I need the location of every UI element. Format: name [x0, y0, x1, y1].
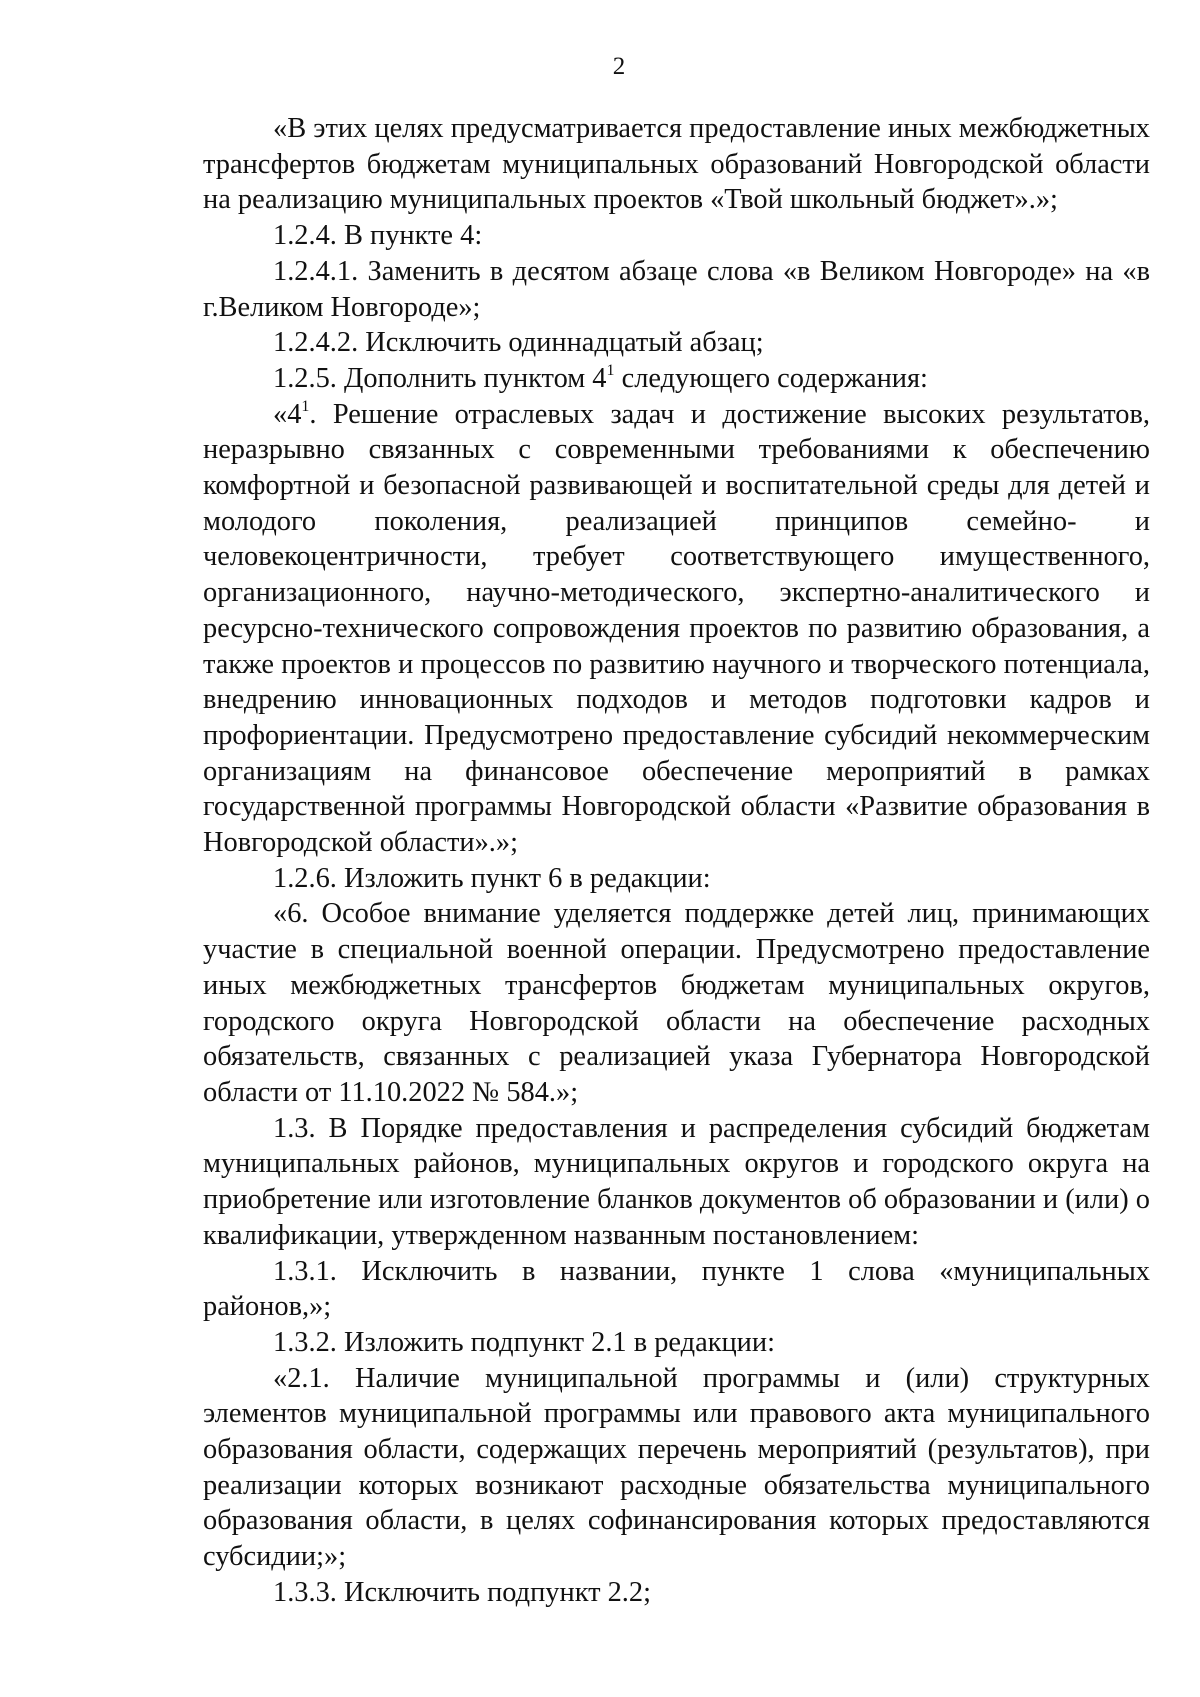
superscript-number: 1	[301, 397, 310, 415]
paragraph-quote-transfers	[203, 111, 1150, 218]
paragraph-text: 1.3.2. Изложить подпункт 2.1 в редакции:	[273, 1326, 775, 1358]
paragraph-1-2-4-1	[203, 254, 1150, 325]
paragraph-text: 1.2.4. В пункте 4:	[273, 220, 483, 252]
paragraph-text: «В этих целях предусматривается предоставление иных межбюджетных трансфертов бюджетам муниципальных образований Новгородской области на реализацию муниципальных проектов «Твой школьный бюджет».»;	[203, 113, 1150, 216]
paragraph-1-2-4-2	[203, 325, 1150, 361]
paragraph-text: «2.1. Наличие муниципальной программы и (или) структурных элементов муниципальной программы или правового акта муниципального образования области, содержащих перечень мероприятий (результатов), при реализации которых возникают расходные обязательства муниципального образования области, в целях софинансирования которых предоставляются субсидии;»;	[203, 1362, 1150, 1573]
superscript-number: 1	[606, 361, 615, 379]
paragraph-quote-6	[203, 896, 1150, 1110]
paragraph-text: «6. Особое внимание уделяется поддержке детей лиц, принимающих участие в специальной военной операции. Предусмотрено предоставление иных межбюджетных трансфертов бюджетам муниципальных округов, городского округа Новгородской области на обеспечение расходных обязательств, связанных с реализацией указа Губернатора Новгородской области от 11.10.2022 № 584.»;	[203, 898, 1150, 1108]
paragraph-1-2-5	[203, 361, 1150, 397]
paragraph-text: 1.2.4.2. Исключить одиннадцатый абзац;	[273, 327, 764, 359]
document-body	[203, 111, 1150, 1611]
paragraph-text: 1.3. В Порядке предоставления и распределения субсидий бюджетам муниципальных районов, муниципальных округов и городского округа на приобретение или изготовление бланков документов об образовании и (или) о квалификации, утвержденном названным постановлением:	[203, 1112, 1150, 1251]
paragraph-text: «4	[273, 398, 302, 430]
paragraph-text: 1.3.1. Исключить в названии, пункте 1 слова «муниципальных районов,»;	[203, 1255, 1150, 1323]
paragraph-text: 1.2.4.1. Заменить в десятом абзаце слова «в Великом Новгороде» на «в г.Великом Новгороде»;	[203, 255, 1150, 323]
paragraph-1-3-3	[203, 1575, 1150, 1611]
paragraph-1-3-1	[203, 1254, 1150, 1325]
paragraph-1-2-4	[203, 218, 1150, 254]
paragraph-1-3-2	[203, 1325, 1150, 1361]
paragraph-1-3	[203, 1111, 1150, 1254]
paragraph-text: 1.2.6. Изложить пункт 6 в редакции:	[273, 862, 711, 894]
paragraph-1-2-6	[203, 861, 1150, 897]
paragraph-text-continued: следующего содержания:	[614, 362, 928, 394]
paragraph-text: 1.3.3. Исключить подпункт 2.2;	[273, 1576, 651, 1608]
paragraph-quote-2-1	[203, 1361, 1150, 1575]
paragraph-text-continued: . Решение отраслевых задач и достижение высоких результатов, неразрывно связанных с современными требованиями к обеспечению комфортной и безопасной развивающей и воспитательной среды для детей и молодого поколения, реализацией принципов семейно- и человекоцентричности, требует соответствующего имущественного, организационного, научно-методического, экспертно-аналитического и ресурсно-технического сопровождения проектов по развитию образования, а также проектов и процессов по развитию научного и творческого потенциала, внедрению инновационных подходов и методов подготовки кадров и профориентации. Предусмотрено предоставление субсидий некоммерческим организациям на финансовое обеспечение мероприятий в рамках государственной программы Новгородской области «Развитие образования в Новгородской области».»;	[203, 398, 1150, 859]
page-number: 2	[612, 53, 626, 80]
paragraph-quote-4-1	[203, 397, 1150, 861]
paragraph-text: 1.2.5. Дополнить пунктом 4	[273, 362, 607, 394]
